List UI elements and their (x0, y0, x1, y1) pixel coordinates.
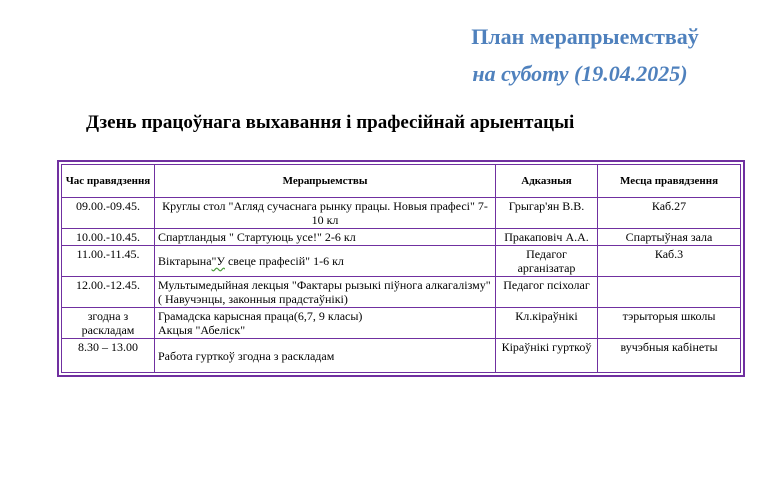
event-text-pre: Віктарына (158, 254, 212, 268)
events-table-frame (57, 160, 745, 377)
cell-time: 8.30 – 13.00 (62, 339, 155, 373)
table-row (62, 229, 741, 246)
cell-event: Мультымедыйная лекцыя "Фактары рызыкі піўнога алкагалізму" ( Навучэнцы, законныя прадстаўнікі) (155, 277, 496, 308)
cell-responsible: Педагог арганізатар (496, 246, 598, 277)
spellcheck-marked-text: "У (211, 254, 225, 268)
cell-event (155, 246, 496, 277)
table-row (62, 339, 741, 373)
cell-event: Работа гурткоў згодна з раскладам (155, 339, 496, 373)
column-header-responsible: Адказныя (496, 165, 598, 198)
column-header-place: Месца правядзення (598, 165, 741, 198)
cell-responsible: Грыгар'ян В.В. (496, 198, 598, 229)
cell-place: Каб.27 (598, 198, 741, 229)
cell-place: Спартыўная зала (598, 229, 741, 246)
cell-responsible: Кл.кіраўнікі (496, 308, 598, 339)
cell-event: Круглы стол "Агляд сучаснага рынку працы. Новыя прафесі" 7-10 кл (155, 198, 496, 229)
day-heading: Дзень працоўнага выхавання і прафесійнай арыентацыі (86, 112, 575, 133)
cell-place: вучэбныя кабінеты (598, 339, 741, 373)
column-header-events: Мерапрыемствы (155, 165, 496, 198)
event-text-post: свеце прафесій" 1-6 кл (224, 254, 344, 268)
table-row (62, 277, 741, 308)
plan-title: План мерапрыемстваў (471, 24, 699, 49)
table-header-row (62, 165, 741, 198)
cell-event: Спартландыя " Стартуюць усе!" 2-6 кл (155, 229, 496, 246)
column-header-time: Час правядзення (62, 165, 155, 198)
cell-time: згодна з раскладам (62, 308, 155, 339)
cell-time: 10.00.-10.45. (62, 229, 155, 246)
cell-time: 11.00.-11.45. (62, 246, 155, 277)
cell-responsible: Кіраўнікі гурткоў (496, 339, 598, 373)
cell-time: 09.00.-09.45. (62, 198, 155, 229)
cell-event (155, 308, 496, 339)
events-table (61, 164, 741, 373)
table-row (62, 198, 741, 229)
cell-place: Каб.3 (598, 246, 741, 277)
cell-responsible: Педагог псіхолаг (496, 277, 598, 308)
cell-place: тэрыторыя школы (598, 308, 741, 339)
cell-responsible: Пракаповіч А.А. (496, 229, 598, 246)
event-line: Акцыя "Абеліск" (158, 323, 246, 337)
cell-place (598, 277, 741, 308)
plan-date: на суботу (19.04.2025) (472, 61, 688, 86)
event-line: Грамадска карысная праца(6,7, 9 класы) (158, 309, 363, 323)
table-row (62, 246, 741, 277)
table-row (62, 308, 741, 339)
cell-time: 12.00.-12.45. (62, 277, 155, 308)
